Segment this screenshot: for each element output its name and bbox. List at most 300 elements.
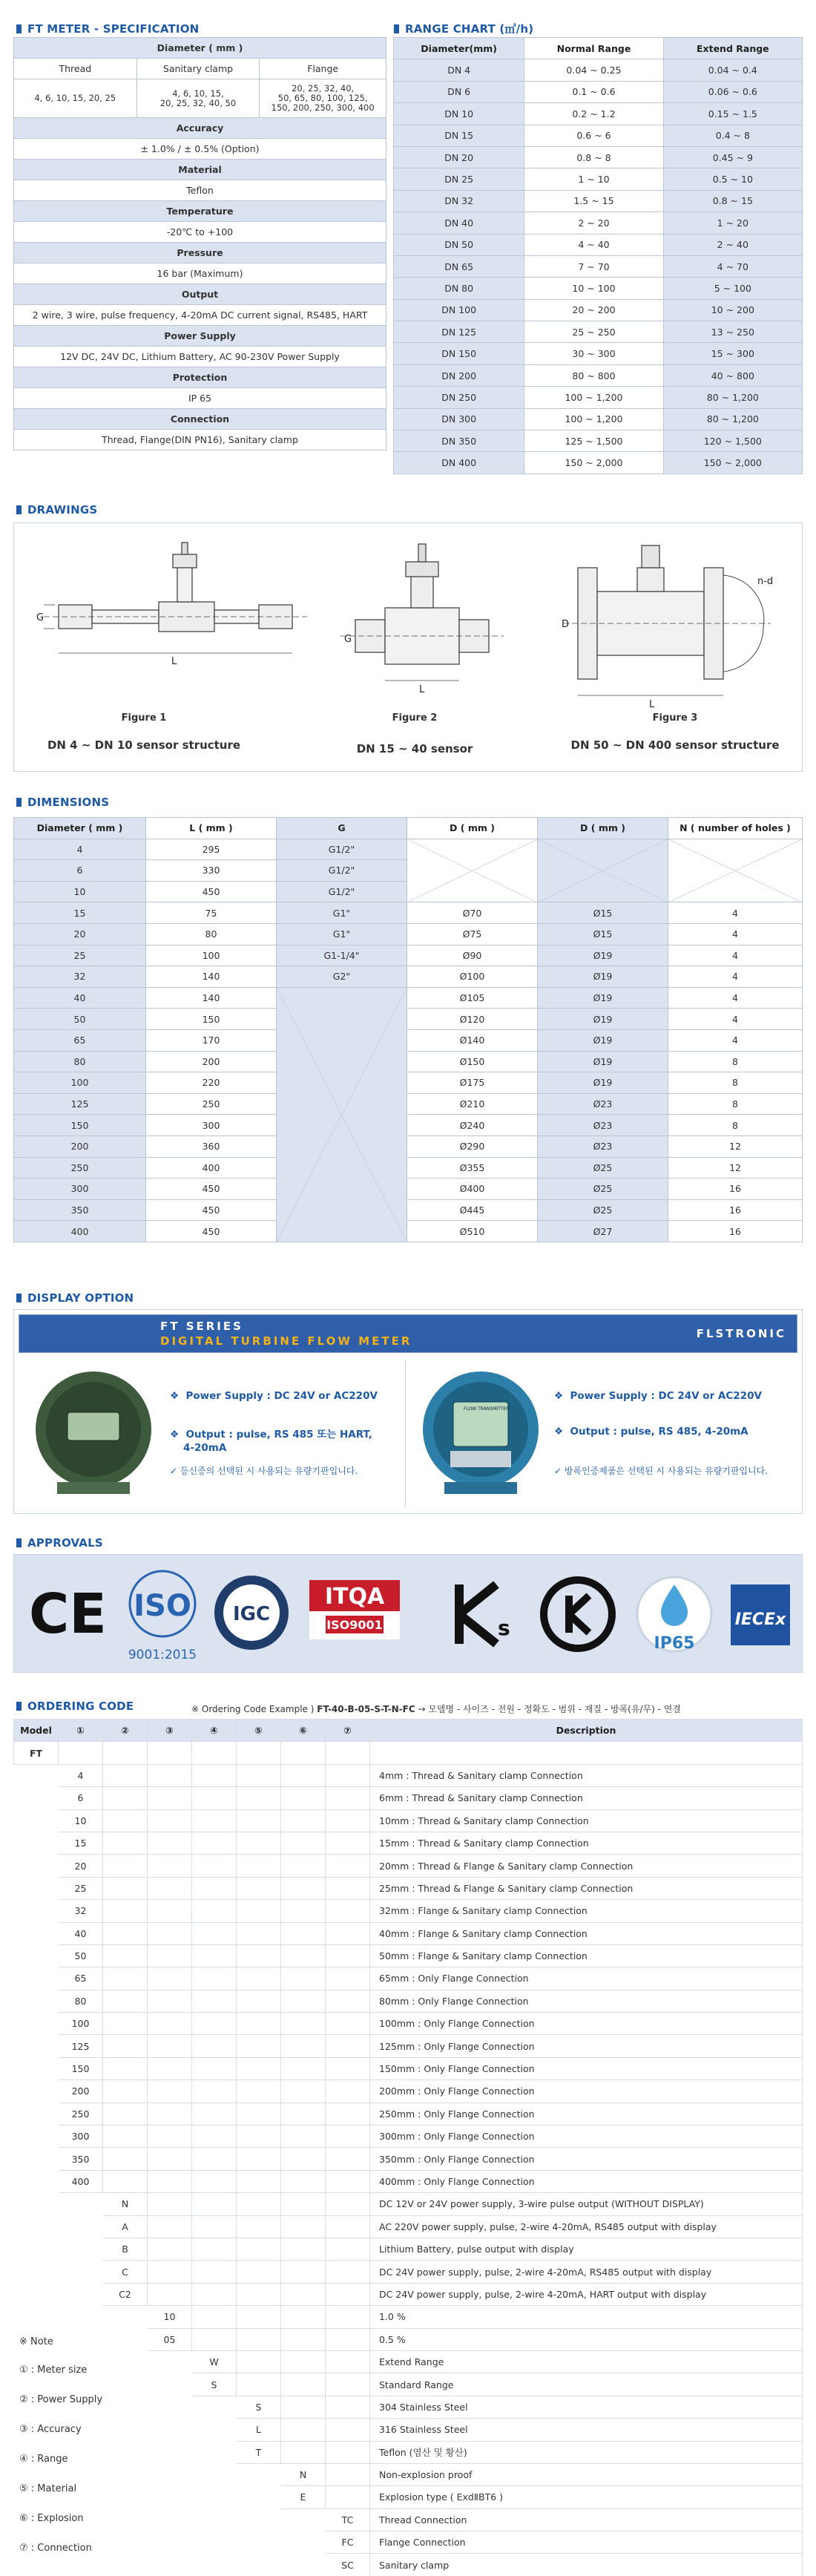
itqa-logo	[309, 1580, 400, 1639]
order-code: S	[192, 2373, 237, 2396]
range-cell: DN 20	[394, 146, 524, 168]
order-code: 80	[59, 1990, 103, 2012]
iso-logo	[128, 1571, 197, 1662]
range-row	[394, 408, 803, 430]
dims-cell: Ø19	[538, 1029, 668, 1051]
example-code: FT-40-B-05-S-T-N-FC	[317, 1704, 415, 1714]
order-empty	[14, 2013, 59, 2035]
order-pad	[237, 1787, 281, 1809]
order-empty	[14, 1787, 59, 1809]
order-pad	[281, 1855, 326, 1877]
order-code: 10	[59, 1809, 103, 1832]
order-pad	[148, 2238, 192, 2260]
dims-cell: Ø27	[538, 1221, 668, 1242]
spec-value: Thread, Flange(DIN PN16), Sanitary clamp	[14, 430, 386, 450]
order-pad	[148, 2193, 192, 2215]
note-item: ③ : Accuracy	[19, 2424, 82, 2435]
order-empty	[14, 1855, 59, 1877]
order-code: FT	[14, 1742, 59, 1764]
order-empty	[148, 2350, 192, 2373]
order-desc: 65mm : Only Flange Connection	[370, 1967, 803, 1990]
order-pad	[192, 2193, 237, 2215]
dims-cell: 450	[146, 1221, 277, 1242]
dims-cell: Ø19	[538, 987, 668, 1009]
note-item: ④ : Range	[19, 2454, 68, 2465]
dims-cell: Ø23	[538, 1115, 668, 1136]
right-note: ✓ 방폭인증제품은 선택된 시 사용되는 유량기판입니다.	[554, 1466, 768, 1476]
order-pad	[237, 2057, 281, 2080]
order-pad	[281, 2215, 326, 2238]
dims-header: D ( mm )	[538, 818, 668, 839]
ordering-table	[13, 1719, 803, 2576]
dims-empty-cell	[407, 839, 538, 902]
spec-value: 12V DC, 24V DC, Lithium Battery, AC 90-230V Power Supply	[14, 347, 386, 367]
dims-cell: 360	[146, 1135, 277, 1157]
svg-text:ITQA: ITQA	[324, 1584, 385, 1610]
order-pad	[237, 2261, 281, 2283]
order-code: 10	[148, 2306, 192, 2328]
order-code: B	[103, 2238, 148, 2260]
order-pad	[192, 2261, 237, 2283]
order-empty	[14, 2373, 59, 2396]
figure-2-caption: DN 15 ~ 40 sensor	[356, 742, 473, 756]
dims-cell: Ø140	[407, 1029, 538, 1051]
order-pad	[281, 2170, 326, 2192]
order-code: 300	[59, 2126, 103, 2148]
order-row	[14, 1877, 803, 1899]
range-cell: DN 15	[394, 125, 524, 146]
iecex-logo	[731, 1584, 790, 1645]
dims-row	[14, 1072, 803, 1094]
order-pad	[192, 2306, 237, 2328]
range-cell: 15 ~ 300	[663, 343, 802, 364]
dims-cell: Ø90	[407, 945, 538, 966]
dims-cell: 6	[14, 860, 146, 882]
dims-empty-cell	[538, 839, 668, 902]
order-empty	[103, 2373, 148, 2396]
dims-cell: 40	[14, 987, 146, 1009]
order-pad	[237, 1900, 281, 1922]
order-desc: 50mm : Flange & Sanitary clamp Connection	[370, 1944, 803, 1967]
order-pad	[192, 2103, 237, 2125]
order-empty	[59, 2306, 103, 2328]
order-empty	[59, 2193, 103, 2215]
dims-cell: Ø19	[538, 945, 668, 966]
order-pad	[148, 1967, 192, 1990]
spec-label: Temperature	[14, 201, 386, 222]
order-row	[14, 2306, 803, 2328]
range-row	[394, 212, 803, 234]
section-marker-icon	[16, 505, 22, 514]
note-item: ⑦ : Connection	[19, 2543, 92, 2554]
order-empty	[14, 2126, 59, 2148]
order-pad	[326, 2103, 370, 2125]
order-pad	[148, 1742, 192, 1764]
diam-val: 4, 6, 10, 15, 20, 25, 32, 40, 50	[136, 79, 260, 118]
order-empty	[103, 2328, 148, 2350]
range-cell: 100 ~ 1,200	[524, 387, 663, 408]
range-row	[394, 255, 803, 277]
dims-cell: 450	[146, 1199, 277, 1221]
range-cell: DN 400	[394, 452, 524, 473]
order-code: W	[192, 2350, 237, 2373]
order-desc: 32mm : Flange & Sanitary clamp Connection	[370, 1900, 803, 1922]
range-cell: DN 25	[394, 168, 524, 190]
diam-val: 20, 25, 32, 40, 50, 65, 80, 100, 125, 150, 200, 250, 300, 400	[260, 79, 386, 118]
order-pad	[237, 2328, 281, 2350]
dims-cell: 125	[14, 1093, 146, 1115]
order-pad	[237, 2103, 281, 2125]
dims-cell: 350	[14, 1199, 146, 1221]
dims-cell: Ø19	[538, 1072, 668, 1094]
dims-cell: 4	[668, 1029, 803, 1051]
dims-cell: 8	[668, 1072, 803, 1094]
order-code: N	[103, 2193, 148, 2215]
fig3-dim-nd: n-d	[757, 576, 774, 587]
order-pad	[148, 2013, 192, 2035]
dims-cell: 20	[14, 923, 146, 945]
dims-cell: Ø105	[407, 987, 538, 1009]
order-header: ⑤	[237, 1720, 281, 1742]
dims-row	[14, 966, 803, 988]
order-pad	[237, 2215, 281, 2238]
order-pad	[148, 1877, 192, 1899]
range-cell: 2 ~ 40	[663, 234, 802, 255]
order-pad	[148, 1809, 192, 1832]
order-empty	[59, 2215, 103, 2238]
order-empty	[148, 2508, 192, 2531]
spec-value: IP 65	[14, 388, 386, 409]
note-item: ① : Meter size	[19, 2364, 88, 2376]
order-pad	[237, 1809, 281, 1832]
order-empty	[59, 2238, 103, 2260]
order-header: Description	[370, 1720, 803, 1742]
range-cell: DN 65	[394, 255, 524, 277]
order-pad	[148, 1764, 192, 1786]
display-title: DISPLAY OPTION	[16, 1291, 134, 1305]
order-desc: 10mm : Thread & Sanitary clamp Connection	[370, 1809, 803, 1832]
dims-cell: 100	[14, 1072, 146, 1094]
order-row	[14, 2193, 803, 2215]
range-cell: 125 ~ 1,500	[524, 430, 663, 452]
order-pad	[103, 1900, 148, 1922]
ce-logo	[29, 1582, 107, 1646]
order-code: 40	[59, 1922, 103, 1944]
range-cell: 40 ~ 800	[663, 364, 802, 386]
range-cell: 0.45 ~ 9	[663, 146, 802, 168]
range-row	[394, 103, 803, 125]
dims-row	[14, 1029, 803, 1051]
order-desc: Thread Connection	[370, 2508, 803, 2531]
order-pad	[237, 2170, 281, 2192]
dims-cell: G2"	[277, 966, 407, 988]
order-pad	[192, 1944, 237, 1967]
diam-val: 4, 6, 10, 15, 20, 25	[14, 79, 137, 118]
range-cell: 20 ~ 200	[524, 299, 663, 321]
order-row	[14, 2419, 803, 2441]
display-banner	[19, 1314, 797, 1353]
order-pad	[148, 2080, 192, 2103]
dims-cell: Ø23	[538, 1093, 668, 1115]
order-pad	[326, 2080, 370, 2103]
order-empty	[281, 2531, 326, 2554]
order-pad	[326, 1787, 370, 1809]
order-empty	[14, 1967, 59, 1990]
dims-cell: 100	[146, 945, 277, 966]
order-row	[14, 1967, 803, 1990]
dims-cell: 16	[668, 1179, 803, 1200]
order-pad	[281, 1900, 326, 1922]
order-pad	[192, 1855, 237, 1877]
order-pad	[237, 2126, 281, 2148]
dimensions-table	[13, 817, 803, 1242]
order-pad	[326, 1877, 370, 1899]
fig3-dim-d: D	[562, 619, 570, 630]
order-pad	[237, 2193, 281, 2215]
order-pad	[103, 1877, 148, 1899]
range-row	[394, 125, 803, 146]
approval-logos	[14, 1555, 802, 1672]
order-pad	[237, 2148, 281, 2170]
order-desc: 125mm : Only Flange Connection	[370, 2035, 803, 2057]
order-pad	[103, 2170, 148, 2192]
order-row	[14, 2103, 803, 2125]
order-empty	[103, 2508, 148, 2531]
order-code: 15	[59, 1832, 103, 1854]
order-empty	[14, 1944, 59, 1967]
dims-cell: Ø25	[538, 1157, 668, 1179]
order-empty	[59, 2554, 103, 2576]
order-desc: AC 220V power supply, pulse, 2-wire 4-20mA, RS485 output with display	[370, 2215, 803, 2238]
dims-row	[14, 1051, 803, 1072]
range-cell: DN 250	[394, 387, 524, 408]
order-empty	[14, 2148, 59, 2170]
order-pad	[148, 2103, 192, 2125]
order-empty	[14, 2170, 59, 2192]
range-row	[394, 387, 803, 408]
order-desc: Sanitary clamp	[370, 2554, 803, 2576]
order-desc: Non-explosion proof	[370, 2463, 803, 2485]
order-empty	[148, 2486, 192, 2508]
order-pad	[281, 2080, 326, 2103]
order-row	[14, 1764, 803, 1786]
order-pad	[192, 1877, 237, 1899]
range-row	[394, 452, 803, 473]
banner-product: DIGITAL TURBINE FLOW METER	[160, 1334, 412, 1348]
order-empty	[281, 2554, 326, 2576]
dims-cell: 8	[668, 1051, 803, 1072]
order-empty	[237, 2463, 281, 2485]
order-pad	[281, 2306, 326, 2328]
order-desc: 304 Stainless Steel	[370, 2396, 803, 2418]
order-row	[14, 1832, 803, 1854]
dims-cell: Ø400	[407, 1179, 538, 1200]
range-cell: 0.4 ~ 8	[663, 125, 802, 146]
range-row	[394, 81, 803, 102]
order-pad	[281, 1787, 326, 1809]
order-pad	[103, 2148, 148, 2170]
order-pad	[192, 2035, 237, 2057]
ip65-logo	[637, 1577, 711, 1653]
order-empty	[148, 2441, 192, 2463]
order-desc: 6mm : Thread & Sanitary clamp Connection	[370, 1787, 803, 1809]
range-cell: 0.15 ~ 1.5	[663, 103, 802, 125]
svg-text:s: s	[498, 1616, 510, 1640]
figure-2-drawing	[340, 544, 504, 681]
order-pad	[192, 1764, 237, 1786]
order-pad	[281, 2328, 326, 2350]
range-cell: 7 ~ 70	[524, 255, 663, 277]
section-marker-icon	[16, 24, 22, 33]
order-pad	[281, 2035, 326, 2057]
dims-cell: Ø23	[538, 1135, 668, 1157]
range-cell: 150 ~ 2,000	[524, 452, 663, 473]
range-row	[394, 190, 803, 212]
spec-label: Output	[14, 284, 386, 305]
order-pad	[148, 1787, 192, 1809]
order-empty	[14, 2103, 59, 2125]
order-pad	[103, 1742, 148, 1764]
order-pad	[192, 2080, 237, 2103]
dims-cell: Ø510	[407, 1221, 538, 1242]
range-cell: DN 32	[394, 190, 524, 212]
range-row	[394, 299, 803, 321]
order-empty	[192, 2396, 237, 2418]
dims-cell: 80	[146, 923, 277, 945]
order-empty	[103, 2350, 148, 2373]
order-pad	[281, 2193, 326, 2215]
order-pad	[326, 1922, 370, 1944]
order-pad	[237, 2373, 281, 2396]
k-mark-logo	[544, 1580, 612, 1648]
order-empty	[14, 2306, 59, 2328]
order-pad	[59, 1742, 103, 1764]
order-code: 6	[59, 1787, 103, 1809]
igc-logo	[214, 1576, 289, 1650]
order-pad	[326, 2170, 370, 2192]
order-code: 200	[59, 2080, 103, 2103]
order-row	[14, 2463, 803, 2485]
order-desc: 250mm : Only Flange Connection	[370, 2103, 803, 2125]
dims-cell: 150	[146, 1009, 277, 1030]
range-cell: 25 ~ 250	[524, 321, 663, 343]
order-empty	[103, 2306, 148, 2328]
order-pad	[192, 2148, 237, 2170]
order-pad	[237, 1742, 281, 1764]
order-code: 125	[59, 2035, 103, 2057]
spec-label: Pressure	[14, 243, 386, 263]
order-pad	[237, 2080, 281, 2103]
dims-cell: 25	[14, 945, 146, 966]
dims-header: G	[277, 818, 407, 839]
dims-row	[14, 1199, 803, 1221]
order-desc: 200mm : Only Flange Connection	[370, 2080, 803, 2103]
order-desc: 150mm : Only Flange Connection	[370, 2057, 803, 2080]
figure-1-label: Figure 1	[121, 712, 167, 724]
order-pad	[192, 2328, 237, 2350]
dims-row	[14, 1179, 803, 1200]
range-cell: 0.1 ~ 0.6	[524, 81, 663, 102]
order-pad	[326, 2261, 370, 2283]
svg-text:IGC: IGC	[232, 1603, 271, 1625]
order-empty	[148, 2396, 192, 2418]
order-pad	[103, 1832, 148, 1854]
range-cell: DN 80	[394, 278, 524, 299]
diam-col: Flange	[260, 59, 386, 79]
dims-cell: Ø19	[538, 966, 668, 988]
order-empty	[14, 1764, 59, 1786]
order-empty	[103, 2554, 148, 2576]
order-pad	[192, 2283, 237, 2305]
order-empty	[237, 2531, 281, 2554]
order-empty	[103, 2531, 148, 2554]
order-pad	[148, 2215, 192, 2238]
order-pad	[281, 1877, 326, 1899]
order-pad	[237, 2013, 281, 2035]
figure-1-caption: DN 4 ~ DN 10 sensor structure	[47, 738, 241, 752]
spec-value: 16 bar (Maximum)	[14, 263, 386, 284]
order-desc: 4mm : Thread & Sanitary clamp Connection	[370, 1764, 803, 1786]
order-row	[14, 2013, 803, 2035]
spec-title: FT METER - SPECIFICATION	[16, 22, 199, 36]
order-code: 65	[59, 1967, 103, 1990]
meter-display-photo-left	[27, 1363, 159, 1495]
order-pad	[326, 2057, 370, 2080]
dims-header: L ( mm )	[146, 818, 277, 839]
right-output: ❖ Output : pulse, RS 485, 4-20mA	[554, 1426, 748, 1438]
range-cell: 5 ~ 100	[663, 278, 802, 299]
range-cell: 13 ~ 250	[663, 321, 802, 343]
svg-text:ISO9001: ISO9001	[326, 1618, 383, 1632]
order-pad	[326, 2373, 370, 2396]
order-pad	[192, 1832, 237, 1854]
order-pad	[103, 1967, 148, 1990]
range-cell: 0.2 ~ 1.2	[524, 103, 663, 125]
order-pad	[148, 2126, 192, 2148]
figure-3-drawing	[563, 545, 774, 695]
order-pad	[326, 2463, 370, 2485]
order-row	[14, 2215, 803, 2238]
order-pad	[237, 1990, 281, 2012]
dims-row	[14, 1135, 803, 1157]
order-pad	[326, 2215, 370, 2238]
spec-label: Connection	[14, 409, 386, 430]
order-pad	[326, 2193, 370, 2215]
dims-cell: 400	[146, 1157, 277, 1179]
dims-cell: 15	[14, 902, 146, 924]
order-pad	[326, 2126, 370, 2148]
dims-cell: Ø240	[407, 1115, 538, 1136]
order-pad	[103, 2080, 148, 2103]
order-pad	[326, 1967, 370, 1990]
order-row	[14, 2126, 803, 2148]
order-pad	[281, 2373, 326, 2396]
range-row	[394, 278, 803, 299]
order-code: A	[103, 2215, 148, 2238]
range-row	[394, 168, 803, 190]
order-empty	[148, 2531, 192, 2554]
range-cell: DN 125	[394, 321, 524, 343]
dims-cell: 32	[14, 966, 146, 988]
order-pad	[281, 1764, 326, 1786]
order-empty	[14, 2261, 59, 2283]
order-pad	[281, 2261, 326, 2283]
dims-cell: G1-1/4"	[277, 945, 407, 966]
order-pad	[326, 1990, 370, 2012]
order-pad	[281, 1742, 326, 1764]
order-pad	[192, 1809, 237, 1832]
order-empty	[103, 2419, 148, 2441]
